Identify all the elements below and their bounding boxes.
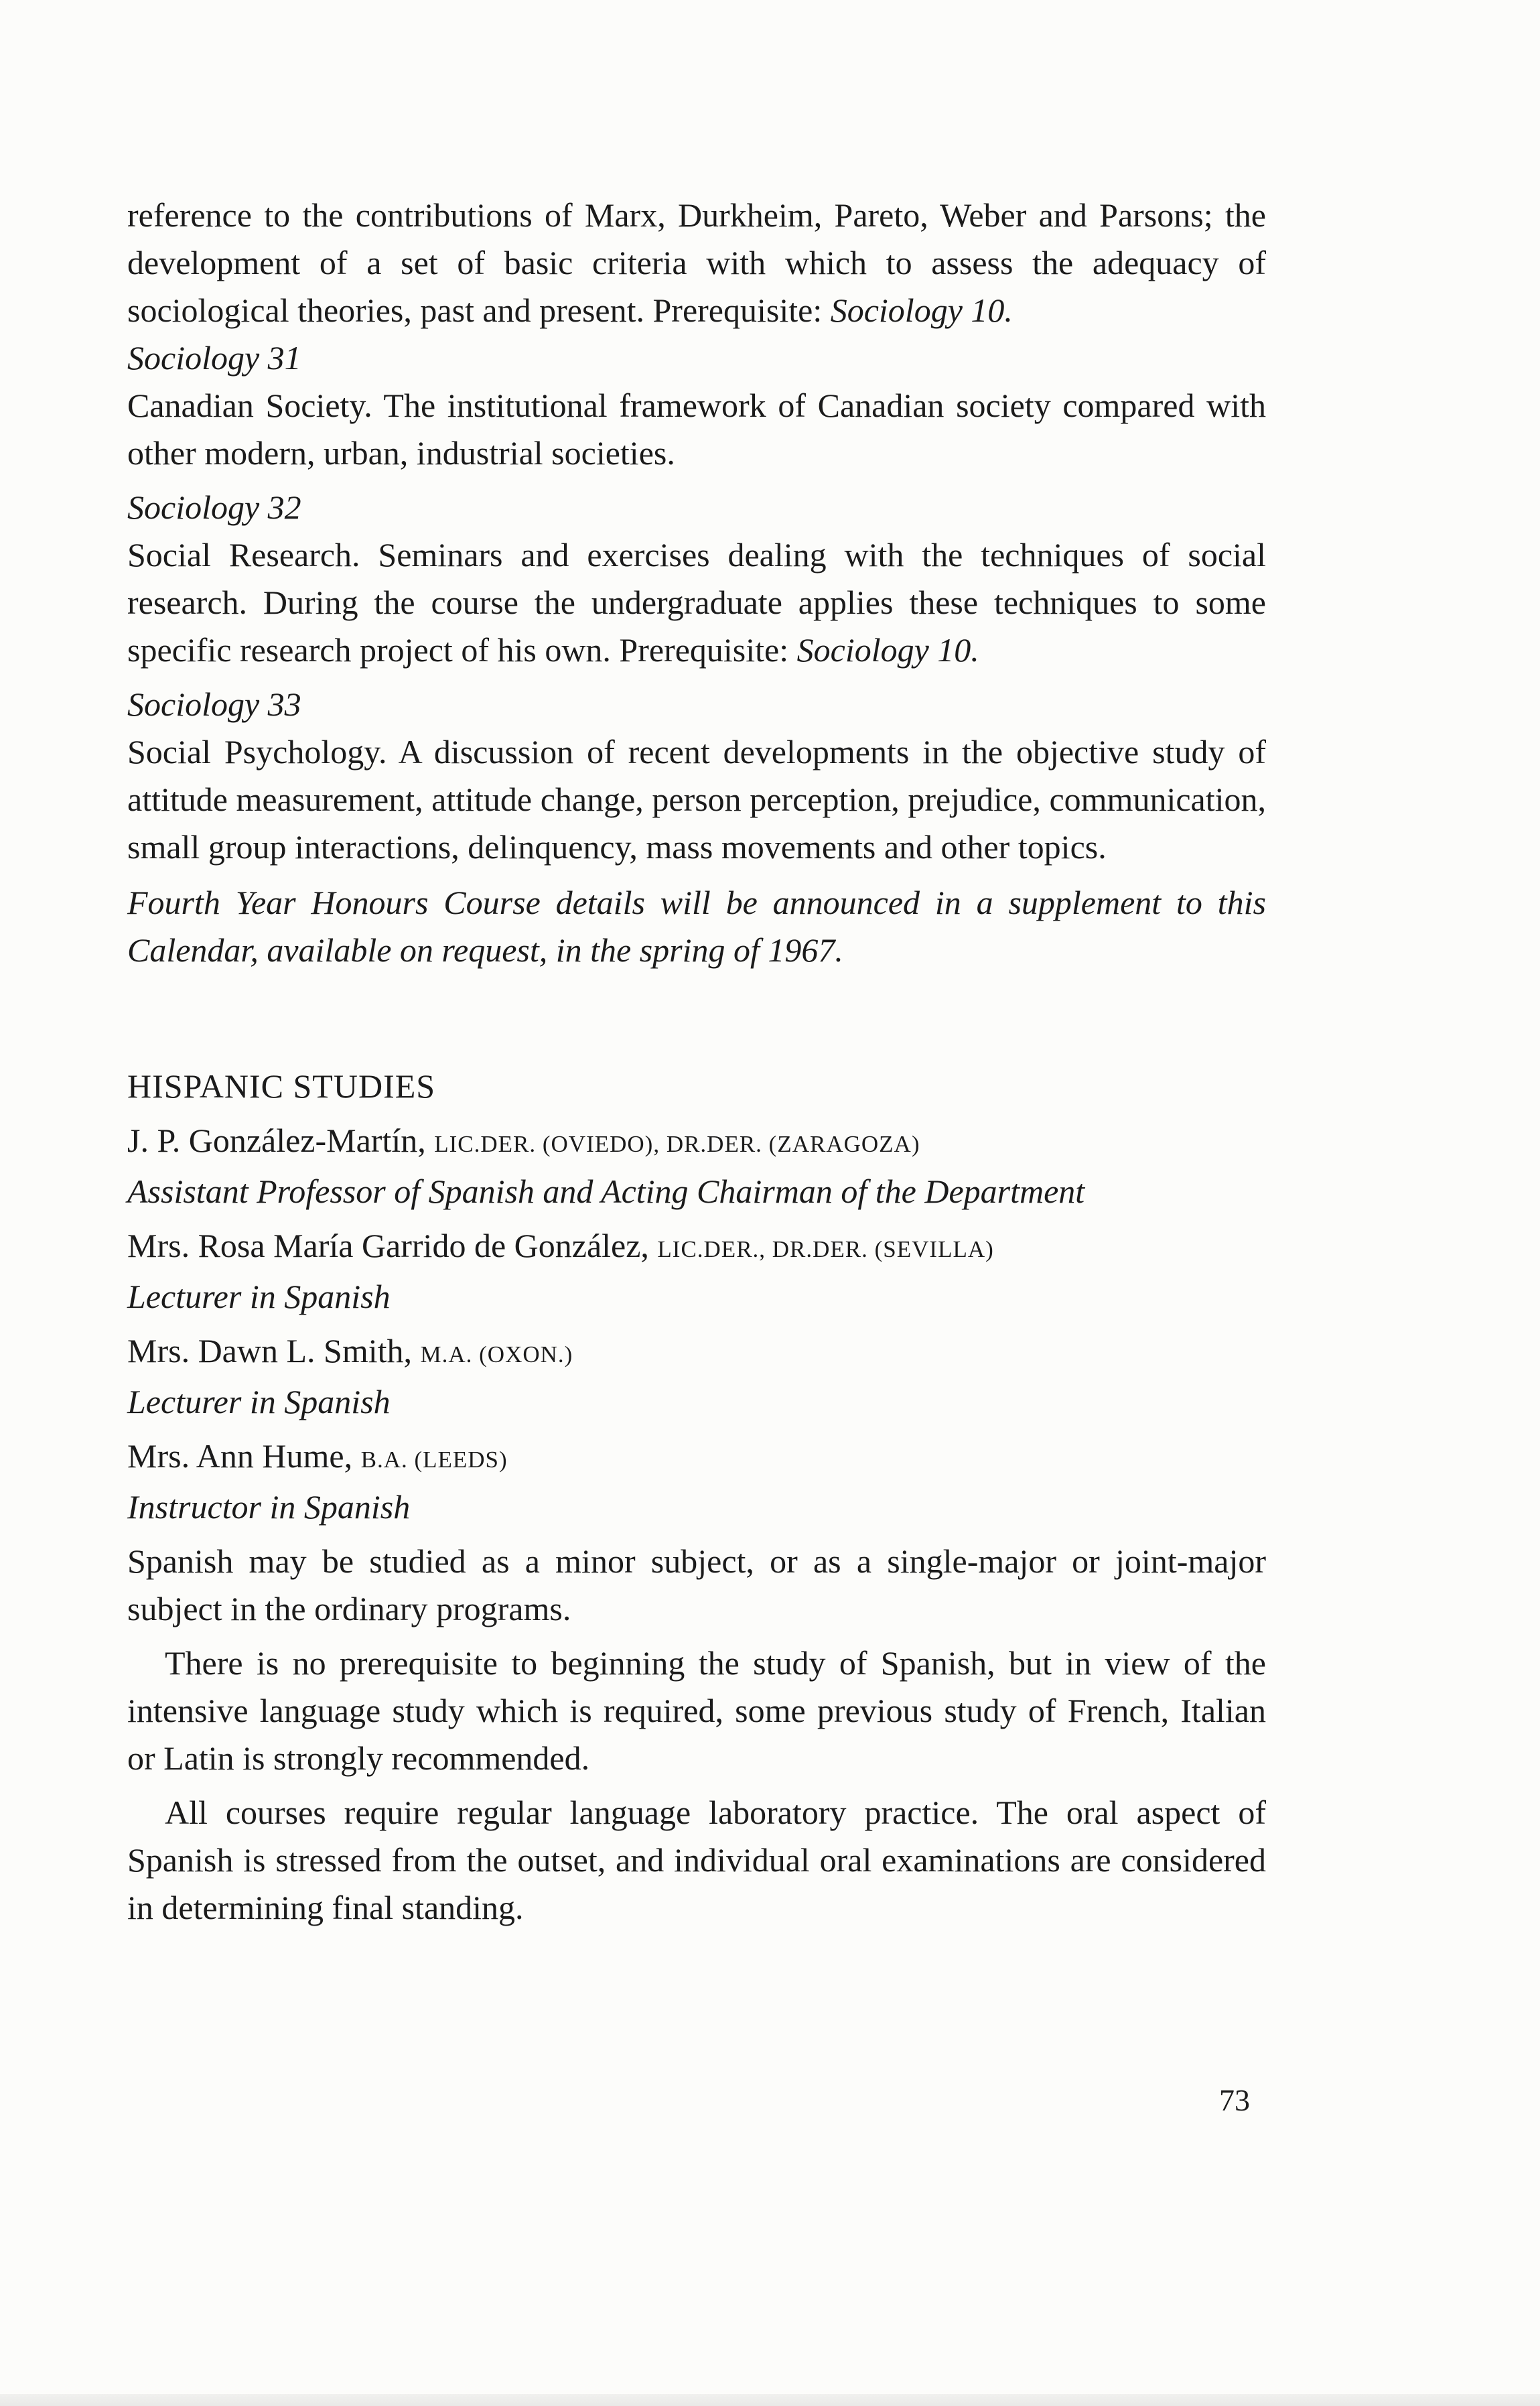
course-description-32 <box>127 531 1266 674</box>
intro-paragraph <box>127 192 1266 334</box>
page-body <box>127 192 1266 1932</box>
course-text-32: Social Research. Seminars and exercises dealing with the techniques of social research. During the course the undergraduate applies these techniques to some specific research project of his own. Prerequisite: <box>127 536 1266 669</box>
course-heading-32: Sociology 32 <box>127 488 301 526</box>
staff-credentials: LIC.DER. (OVIEDO), DR.DER. (ZARAGOZA) <box>434 1131 920 1157</box>
staff-name-text: J. P. González-Martín, <box>127 1122 435 1159</box>
staff-credentials: LIC.DER., DR.DER. (SEVILLA) <box>657 1236 994 1262</box>
staff-title-2: Lecturer in Spanish <box>127 1278 391 1315</box>
spanish-paragraph-1: Spanish may be studied as a minor subject, or as a single-major or joint-major subject in the ordinary programs. <box>127 1542 1266 1627</box>
course-description-31: Canadian Society. The institutional framework of Canadian society compared with other modern, urban, industrial societies. <box>127 387 1266 472</box>
course-heading-33: Sociology 33 <box>127 685 301 723</box>
staff-name-text: Mrs. Dawn L. Smith, <box>127 1332 421 1369</box>
page-number: 73 <box>1219 2083 1250 2117</box>
staff-credentials: M.A. (OXON.) <box>420 1341 573 1367</box>
honours-notice: Fourth Year Honours Course details will be announced in a supplement to this Calendar, available on request, in the spring of 1967. <box>127 884 1266 969</box>
staff-title-1: Assistant Professor of Spanish and Acting Chairman of the Department <box>127 1173 1085 1210</box>
spanish-paragraph-3: All courses require regular language laboratory practice. The oral aspect of Spanish is stressed from the outset, and individual oral examinations are considered in determining final standing. <box>127 1794 1266 1926</box>
staff-name-3 <box>127 1327 1266 1378</box>
intro-prerequisite: Sociology 10. <box>830 291 1013 329</box>
intro-text: reference to the contributions of Marx, Durkheim, Pareto, Weber and Parsons; the development of a set of basic criteria with which to assess the adequacy of sociological theories, past and present. Prerequisite: <box>127 196 1266 329</box>
course-description-33: Social Psychology. A discussion of recent developments in the objective study of attitude measurement, attitude change, person perception, prejudice, communication, small group interactions, delinquency, mass movements and other topics. <box>127 733 1266 866</box>
staff-name-text: Mrs. Rosa María Garrido de González, <box>127 1227 658 1264</box>
staff-name-2 <box>127 1222 1266 1273</box>
staff-name-text: Mrs. Ann Hume, <box>127 1437 361 1475</box>
spanish-paragraph-2: There is no prerequisite to beginning the study of Spanish, but in view of the intensive language study which is required, some previous study of French, Italian or Latin is strongly recommended. <box>127 1644 1266 1777</box>
staff-name-1 <box>127 1117 1266 1168</box>
course-heading-31: Sociology 31 <box>127 339 301 377</box>
page-bottom-edge <box>0 2394 1540 2406</box>
staff-credentials: B.A. (LEEDS) <box>360 1447 508 1473</box>
course-prerequisite-32: Sociology 10. <box>796 631 979 669</box>
staff-title-4: Instructor in Spanish <box>127 1488 411 1526</box>
staff-title-3: Lecturer in Spanish <box>127 1383 391 1420</box>
staff-name-4 <box>127 1432 1266 1483</box>
section-heading: HISPANIC STUDIES <box>127 1067 436 1105</box>
